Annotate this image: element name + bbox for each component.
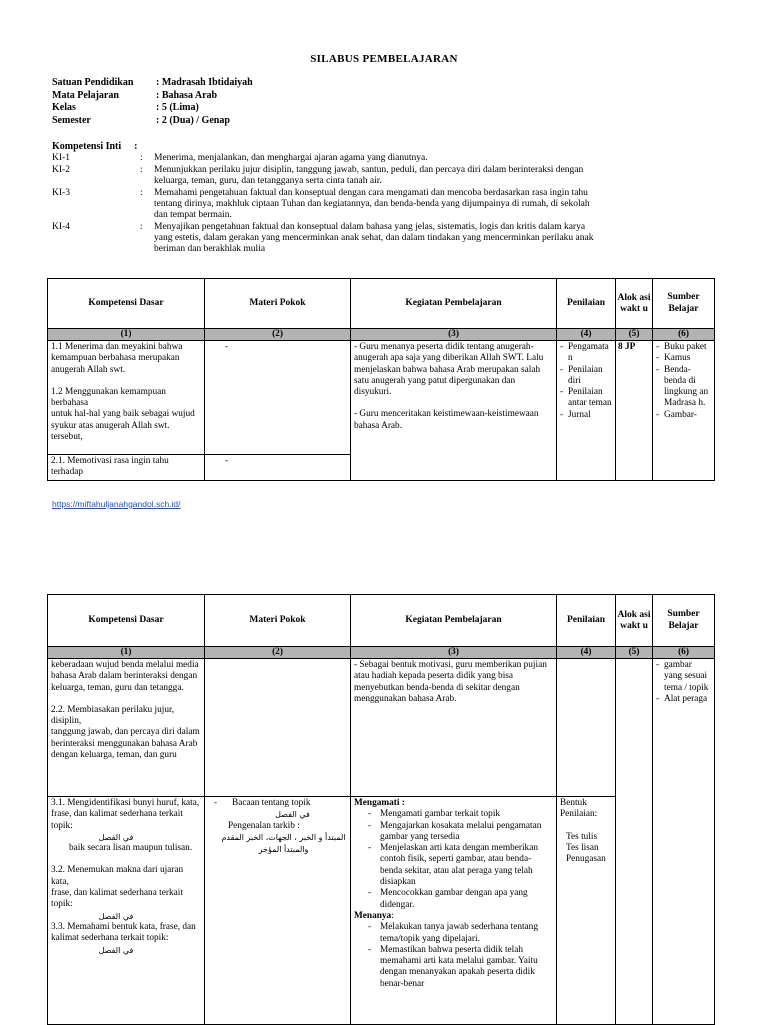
kd-text: 2.2. Membiasakan perilaku jujur, disiplin,	[51, 704, 175, 727]
column-number-row	[48, 329, 715, 341]
ki-heading-colon: :	[134, 141, 138, 152]
table-header-row	[48, 595, 715, 647]
kd-text: untuk hal-hal yang baik sebagai wujud syukur atas anugerah Allah swt. tersebut,	[51, 409, 195, 443]
ki-heading-label: Kompetensi Inti	[52, 141, 122, 152]
col-number: (1)	[48, 329, 205, 341]
ki-row	[52, 222, 602, 255]
school-website-link[interactable]: https://miftahuljanahgandol.sch.id/	[52, 499, 181, 509]
materi-cell: -	[205, 455, 351, 481]
ki-list	[52, 153, 602, 255]
menanya-colon: :	[391, 910, 394, 921]
col-header: Materi Pokok	[205, 279, 351, 329]
ki-row	[52, 153, 602, 164]
ki-text: Memahami pengetahuan faktual dan konseptual dengan cara mengamati dan mencoba berdasarkan rasa ingin tahu tentang dirinya, makhluk ciptaan Tuhan dan kegiatannya, dan benda-benda yang dijumpainya di rumah, di sekolah dan tempat bermain.	[154, 188, 590, 220]
meta-row	[52, 102, 253, 115]
kegiatan-item: - Mengajarkan kosakata melalui pengamatan gambar yang tersedia	[364, 821, 553, 844]
sumber-item: - Buku paket	[664, 342, 711, 353]
meta-value: : 5 (Lima)	[156, 102, 199, 113]
ki-heading	[52, 141, 138, 152]
col-number: (3)	[351, 329, 557, 341]
sumber-cell	[653, 341, 715, 481]
ki-colon: :	[140, 153, 143, 163]
syllabus-table-page1	[47, 278, 715, 481]
sumber-cell	[653, 659, 715, 1025]
ki-row	[52, 188, 602, 221]
kd-cell: 2.1. Memotivasi rasa ingin tahu terhadap	[48, 455, 205, 481]
materi-cell: -	[205, 341, 351, 455]
col-header: Alok asi wakt u	[616, 595, 653, 647]
col-header: Kompetensi Dasar	[48, 595, 205, 647]
kd-text: topik:	[51, 899, 73, 910]
kd-arabic-text: في الفصل	[98, 832, 134, 842]
kd-cell	[48, 797, 205, 1025]
materi-cell	[205, 659, 351, 797]
kegiatan-item: - Mencocokkan gambar dengan apa yang didengar.	[364, 888, 553, 911]
col-header: Penilaian	[557, 279, 616, 329]
table-row	[48, 797, 715, 1025]
col-header: Materi Pokok	[205, 595, 351, 647]
col-header: Sumber Belajar	[653, 595, 715, 647]
kd-text: baik secara lisan maupun tulisan.	[69, 843, 193, 854]
penilaian-cell	[557, 659, 616, 797]
kegiatan-item: - Mengamati gambar terkait topik	[364, 809, 553, 820]
kd-text: topik:	[51, 820, 73, 831]
ki-code: KI-4	[52, 222, 70, 232]
col-header: Kompetensi Dasar	[48, 279, 205, 329]
kegiatan-item: - Memastikan bahwa peserta didik telah memahami arti kata melalui gambar. Yaitu dengan menanyakan apakah peserta didik benar-benar	[364, 945, 553, 990]
kd-text: kalimat sederhana terkait topik:	[51, 933, 169, 944]
ki-code: KI-2	[52, 165, 70, 175]
col-number: (5)	[616, 329, 653, 341]
col-header: Penilaian	[557, 595, 616, 647]
kd-text: tanggung jawab, dan percaya diri dalam berinteraksi menggunakan bahasa Arab dengan keluarga, teman, dan guru	[51, 727, 200, 761]
ki-text: Menerima, menjalankan, dan menghargai ajaran agama yang dianutnya.	[154, 153, 428, 163]
ki-row	[52, 165, 602, 187]
ki-text: Menunjukkan perilaku jujur disiplin, tanggung jawab, santun, peduli, dan percaya diri dalam berinteraksi dengan keluarga, teman, guru, dan tetangganya serta cinta tanah air.	[154, 165, 584, 186]
meta-value: : 2 (Dua) / Genap	[156, 114, 230, 126]
meta-value: : Bahasa Arab	[156, 89, 218, 101]
col-number: (2)	[205, 329, 351, 341]
kegiatan-cell: - Sebagai bentuk motivasi, guru memberikan pujian atau hadiah kepada peserta didik yang bisa menyebutkan benda-benda di sekitar dengan menggunakan bahasa Arab.	[351, 659, 557, 797]
col-number: (4)	[557, 647, 616, 659]
sumber-item: - Alat peraga	[664, 694, 711, 705]
ki-colon: :	[140, 188, 143, 198]
kd-text: 1.1 Menerima dan meyakini bahwa kemampuan berbahasa merupakan anugerah Allah swt.	[51, 342, 183, 375]
meta-key: Kelas	[52, 102, 76, 113]
meta-key: Mata Pelajaran	[52, 89, 119, 101]
syllabus-table-page2	[47, 594, 715, 1025]
col-number: (1)	[48, 647, 205, 659]
meta-row	[52, 77, 253, 90]
col-number: (5)	[616, 647, 653, 659]
kegiatan-text: - Guru menanya peserta didik tentang anugerah-anugerah apa saja yang diberikan Allah SWT. Lalu menjelaskan bahwa bahasa Arab merupakan salah satu anugerah yang patut dipergunakan dan disyukuri.	[354, 342, 544, 398]
page-title: SILABUS PEMBELAJARAN	[310, 53, 458, 65]
materi-item: - Bacaan tentang topik	[222, 798, 347, 809]
sumber-item: - gambar yang sesuai tema / topik	[664, 660, 711, 694]
penilaian-item: - Penilaian diri	[568, 365, 612, 388]
penilaian-text: Bentuk Penilaian:	[560, 798, 598, 820]
kd-text: 3.1. Mengidentifikasi bunyi huruf, kata, frase, dan kalimat sederhana terkait	[51, 798, 200, 820]
menanya-label: Menanya	[354, 910, 392, 921]
kegiatan-cell	[351, 797, 557, 1025]
ki-code: KI-3	[52, 188, 70, 198]
meta-row	[52, 115, 253, 128]
kegiatan-cell	[351, 341, 557, 481]
meta-row	[52, 90, 253, 103]
syllabus-meta	[52, 77, 253, 127]
materi-arabic-text: في الفصل	[275, 810, 310, 820]
table-header-row	[48, 279, 715, 329]
kegiatan-item: - Melakukan tanya jawab sederhana tentang tema/topik yang dipelajari.	[364, 922, 553, 945]
materi-cell	[205, 797, 351, 1025]
ki-colon: :	[140, 165, 143, 175]
kd-arabic-text: في الفصل	[98, 945, 134, 955]
sumber-item: - Benda-benda di lingkung an Madrasa h.	[664, 365, 711, 410]
col-header: Alok asi wakt u	[616, 279, 653, 329]
penilaian-text: Penugasan	[566, 854, 606, 865]
kegiatan-subheading: Mengamati :	[354, 798, 405, 808]
penilaian-cell	[557, 341, 616, 481]
kd-cell	[48, 659, 205, 797]
ki-colon: :	[140, 222, 143, 232]
col-header: Kegiatan Pembelajaran	[351, 595, 557, 647]
ki-code: KI-1	[52, 153, 70, 163]
kd-text: 1.2 Menggunakan kemampuan berbahasa	[51, 386, 166, 409]
materi-text: Pengenalan tarkib :	[228, 820, 300, 831]
kegiatan-text: - Guru menceritakan keistimewaan-keistimewaan bahasa Arab.	[354, 409, 539, 431]
ki-text: Menyajikan pengetahuan faktual dan konseptual dalam bahasa yang jelas, sistematis, logis dan kritis dalam karya yang estetis, dalam gerakan yang mencerminkan anak sehat, dan dalam tindakan yang mencerminkan perilaku anak beriman dan berakhlak mulia	[154, 222, 594, 254]
penilaian-item: - Pengamata n	[568, 342, 612, 365]
penilaian-item: - Jurnal	[568, 410, 612, 421]
alokasi-cell: 8 JP	[616, 341, 653, 481]
col-number: (6)	[653, 647, 715, 659]
col-number: (6)	[653, 329, 715, 341]
meta-key: Semester	[52, 114, 91, 126]
penilaian-text: Tes lisan	[566, 842, 599, 853]
table-row	[48, 659, 715, 797]
kd-text: keberadaan wujud benda melalui media bahasa Arab dalam berinteraksi dengan keluarga, teman, guru dan tetangga.	[51, 660, 199, 693]
col-header: Kegiatan Pembelajaran	[351, 279, 557, 329]
meta-key: Satuan Pendidikan	[52, 77, 134, 88]
kd-cell	[48, 341, 205, 455]
meta-value: : Madrasah Ibtidaiyah	[156, 77, 253, 88]
kegiatan-subheading	[354, 911, 553, 922]
penilaian-cell	[557, 797, 616, 1025]
sumber-item: - Gambar-	[664, 410, 711, 421]
kd-text: frase, dan kalimat sederhana terkait	[51, 888, 183, 899]
col-number: (3)	[351, 647, 557, 659]
table-row	[48, 341, 715, 455]
kd-arabic-text: في الفصل	[98, 911, 134, 921]
penilaian-item: - Penilaian antar teman	[568, 387, 612, 410]
sumber-item: - Kamus	[664, 353, 711, 364]
col-number: (2)	[205, 647, 351, 659]
penilaian-text: Tes tulis	[566, 831, 598, 842]
kd-text: 3.3. Memahami bentuk kata, frase, dan	[51, 921, 196, 932]
kegiatan-item: - Menjelaskan arti kata dengan memberikan contoh fisik, seperti gambar, atau benda-benda sekitar, atau alat peraga yang telah disiapkan	[364, 843, 553, 888]
alokasi-cell	[616, 659, 653, 1025]
col-header: Sumber Belajar	[653, 279, 715, 329]
materi-arabic-text: المبتدأ و الخبر ، الجهات، الخبر المقدم والمبتدأ المؤخر	[221, 832, 346, 854]
col-number: (4)	[557, 329, 616, 341]
column-number-row	[48, 647, 715, 659]
kd-text: 3.2. Menemukan makna dari ujaran kata,	[51, 865, 184, 887]
